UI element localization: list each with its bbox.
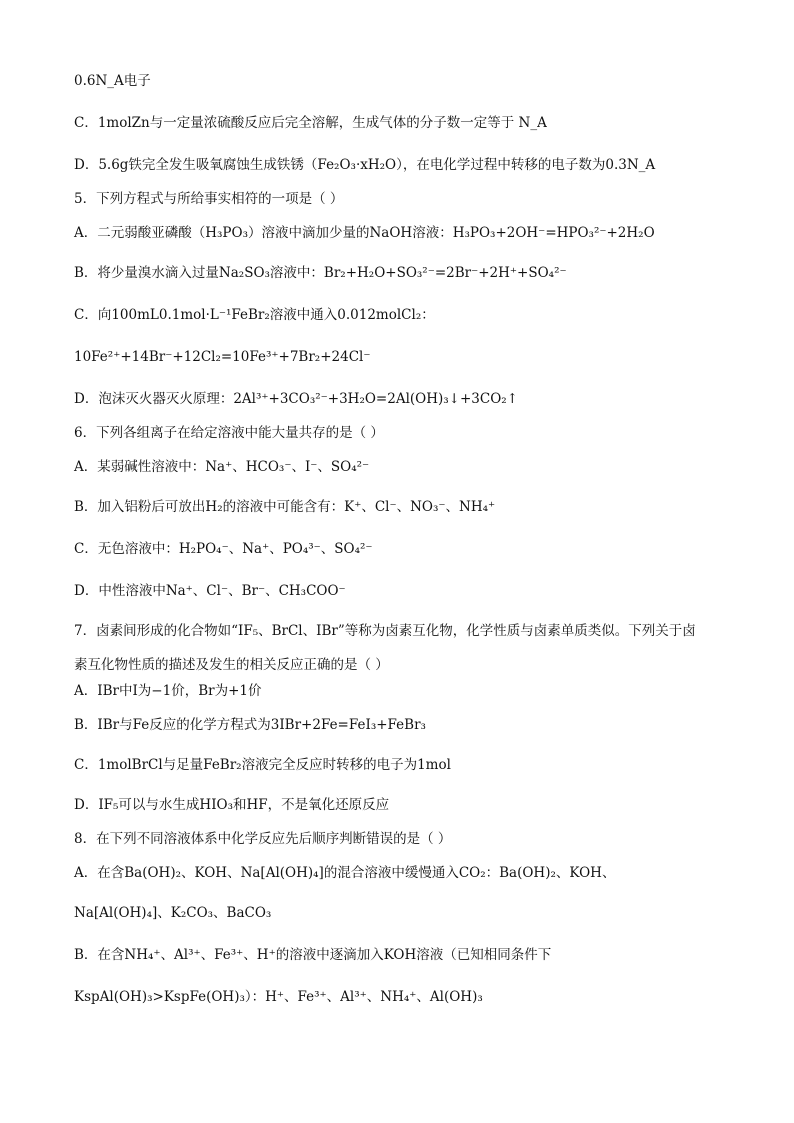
question-6: 6．下列各组离子在给定溶液中能大量共存的是（ ） bbox=[74, 425, 384, 441]
question-8: 8．在下列不同溶液体系中化学反应先后顺序判断错误的是（ ） bbox=[74, 831, 452, 847]
text-line-1: 0.6N_A电子 bbox=[74, 73, 151, 89]
option-4d: D．5.6g铁完全发生吸氧腐蚀生成铁锈（Fe₂O₃·xH₂O），在电化学过程中转移的电子数为0.3N_A bbox=[74, 157, 656, 173]
option-8b-continued: KspAl(OH)₃>KspFe(OH)₃）：H⁺、Fe³⁺、Al³⁺、NH₄⁺、Al(OH)₃ bbox=[74, 989, 483, 1005]
option-5c-equation: 10Fe²⁺+14Br⁻+12Cl₂=10Fe³⁺+7Br₂+24Cl⁻ bbox=[74, 349, 371, 365]
option-4c: C．1molZn与一定量浓硫酸反应后完全溶解，生成气体的分子数一定等于 N_A bbox=[74, 115, 547, 131]
option-8b: B．在含NH₄⁺、Al³⁺、Fe³⁺、H⁺的溶液中逐滴加入KOH溶液（已知相同条件下 bbox=[74, 947, 552, 963]
option-7d: D．IF₅可以与水生成HIO₃和HF，不是氧化还原反应 bbox=[74, 797, 390, 813]
option-5c: C．向100mL0.1mol·L⁻¹FeBr₂溶液中通入0.012molCl₂： bbox=[74, 307, 435, 323]
option-8a-continued: Na[Al(OH)₄]、K₂CO₃、BaCO₃ bbox=[74, 905, 272, 921]
question-5: 5．下列方程式与所给事实相符的一项是（ ） bbox=[74, 191, 344, 207]
option-7c: C．1molBrCl与足量FeBr₂溶液完全反应时转移的电子为1mol bbox=[74, 757, 451, 773]
option-8a: A．在含Ba(OH)₂、KOH、Na[Al(OH)₄]的混合溶液中缓慢通入CO₂：Ba(OH)₂、KOH、 bbox=[74, 865, 616, 881]
option-6c: C．无色溶液中：H₂PO₄⁻、Na⁺、PO₄³⁻、SO₄²⁻ bbox=[74, 541, 373, 557]
option-7b: B．IBr与Fe反应的化学方程式为3IBr+2Fe=FeI₃+FeBr₃ bbox=[74, 717, 426, 733]
option-5d: D．泡沫灭火器灭火原理：2Al³⁺+3CO₃²⁻+3H₂O=2Al(OH)₃↓+3CO₂↑ bbox=[74, 391, 519, 407]
option-6b: B．加入铝粉后可放出H₂的溶液中可能含有：K⁺、Cl⁻、NO₃⁻、NH₄⁺ bbox=[74, 499, 496, 515]
option-6d: D．中性溶液中Na⁺、Cl⁻、Br⁻、CH₃COO⁻ bbox=[74, 583, 346, 599]
option-5a: A．二元弱酸亚磷酸（H₃PO₃）溶液中滴加少量的NaOH溶液：H₃PO₃+2OH⁻=HPO₃²⁻+2H₂O bbox=[74, 225, 655, 241]
question-7-line-2: 素互化物性质的描述及发生的相关反应正确的是（ ） bbox=[74, 657, 389, 673]
option-6a: A．某弱碱性溶液中：Na⁺、HCO₃⁻、I⁻、SO₄²⁻ bbox=[74, 459, 370, 475]
option-5b: B．将少量溴水滴入过量Na₂SO₃溶液中：Br₂+H₂O+SO₃²⁻=2Br⁻+2H⁺+SO₄²⁻ bbox=[74, 265, 567, 281]
question-7-line-1: 7．卤素间形成的化合物如“IF₅、BrCl、IBr”等称为卤素互化物，化学性质与卤素单质类似。下列关于卤 bbox=[74, 623, 696, 639]
option-7a: A．IBr中I为−1价，Br为+1价 bbox=[74, 683, 262, 699]
